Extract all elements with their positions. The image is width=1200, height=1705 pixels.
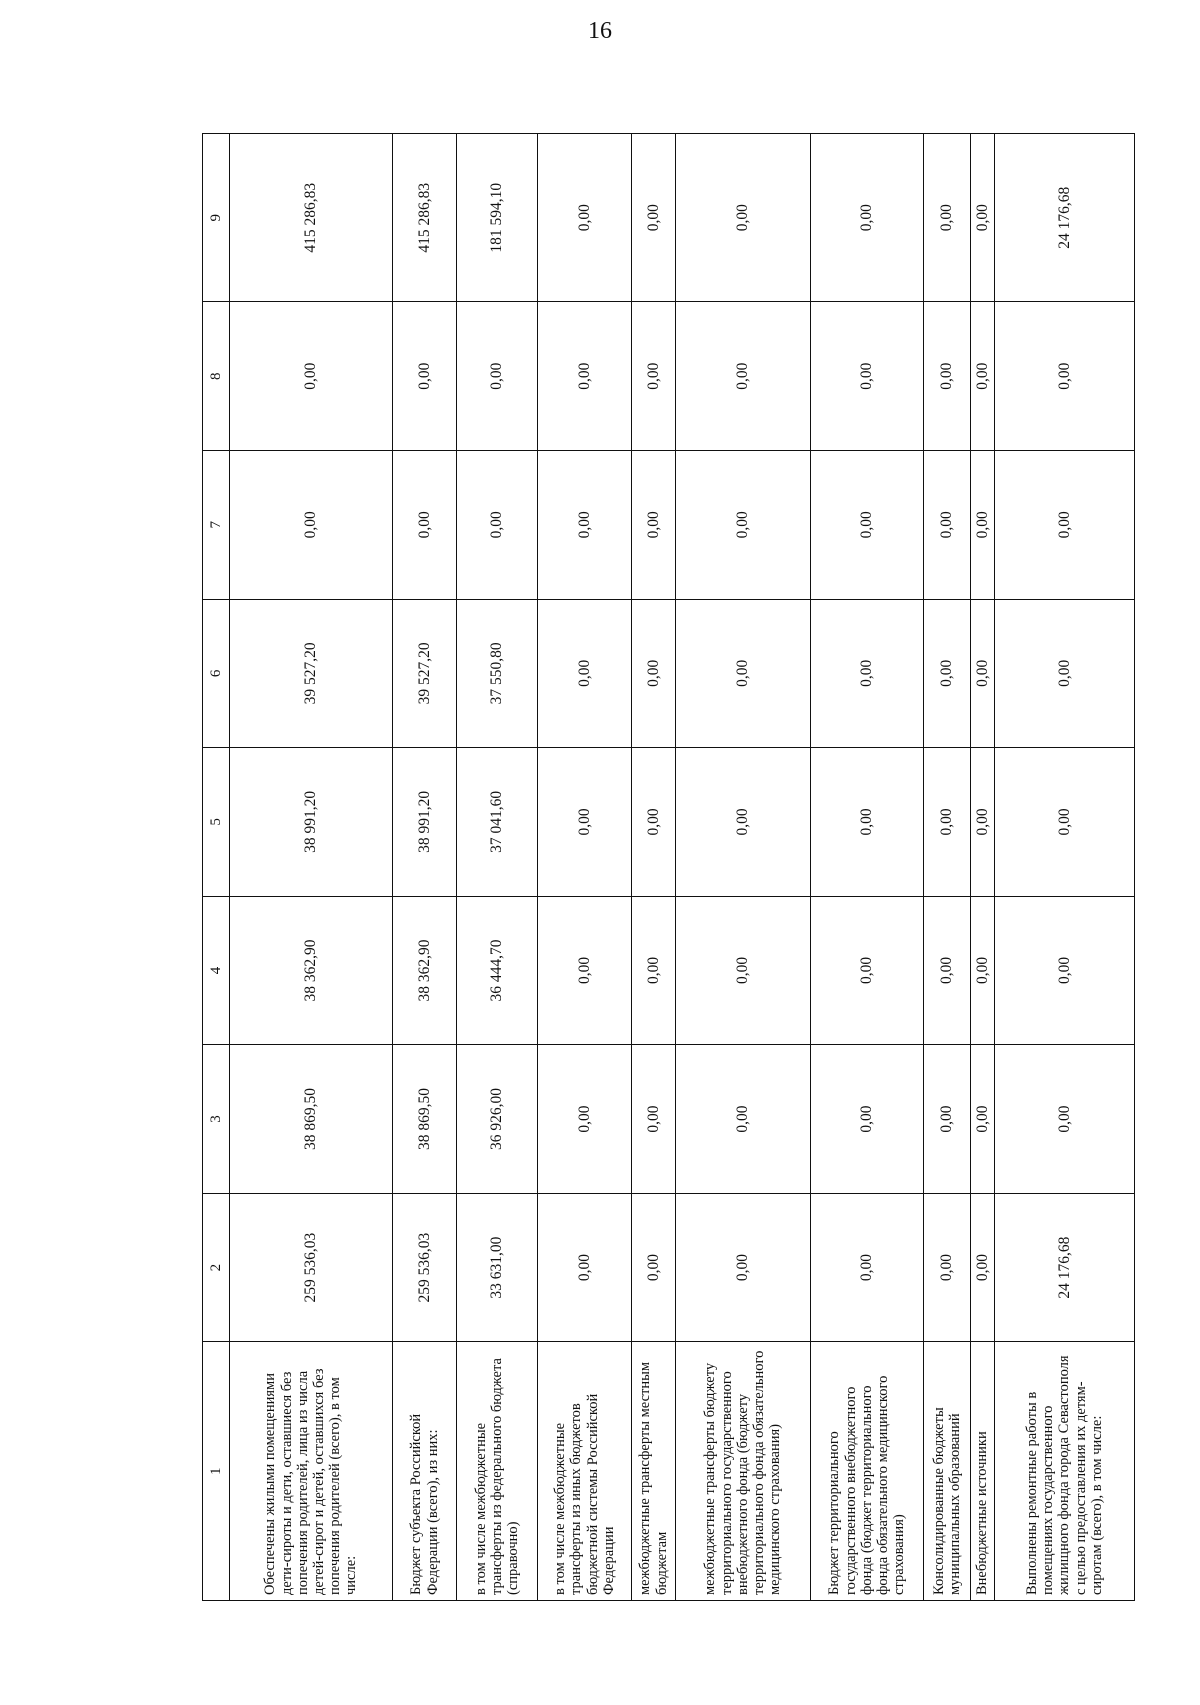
table-cell: 0,00 <box>676 134 811 302</box>
table-cell: 33 631,00 <box>457 1193 538 1342</box>
header-cell: 3 <box>203 1045 230 1194</box>
table-cell: 0,00 <box>924 302 971 451</box>
table-cell: 0,00 <box>676 451 811 600</box>
table-cell: 36 444,70 <box>457 896 538 1045</box>
header-cell: 7 <box>203 451 230 600</box>
table-cell: 0,00 <box>632 451 676 600</box>
page-number: 16 <box>588 18 612 44</box>
table-cell: 0,00 <box>971 302 995 451</box>
row-label: Консолидированные бюджеты муниципальных образований <box>924 1342 971 1601</box>
table-cell: 0,00 <box>924 599 971 748</box>
table-cell: 0,00 <box>924 748 971 897</box>
table-cell: 0,00 <box>971 896 995 1045</box>
table-cell: 39 527,20 <box>393 599 457 748</box>
table-cell: 0,00 <box>632 599 676 748</box>
table-cell: 0,00 <box>811 599 924 748</box>
table-cell: 0,00 <box>676 1045 811 1194</box>
header-cell: 1 <box>203 1342 230 1601</box>
table-cell: 0,00 <box>538 599 632 748</box>
table-cell: 181 594,10 <box>457 134 538 302</box>
table-cell: 37 041,60 <box>457 748 538 897</box>
table-cell: 37 550,80 <box>457 599 538 748</box>
header-cell: 6 <box>203 599 230 748</box>
table-cell: 0,00 <box>924 451 971 600</box>
row-label: Бюджет территориального государственного внебюджетного фонда (бюджет территориального фонда обязательного медицинского страхования) <box>811 1342 924 1601</box>
rotated-table-container <box>202 133 1105 1601</box>
table-row <box>457 134 538 1601</box>
table-cell: 0,00 <box>811 896 924 1045</box>
row-label: в том числе межбюджетные трансферты из федерального бюджета (справочно) <box>457 1342 538 1601</box>
table-cell: 0,00 <box>995 599 1135 748</box>
table-cell: 0,00 <box>676 748 811 897</box>
header-row <box>203 134 230 1601</box>
table-cell: 0,00 <box>811 748 924 897</box>
table-cell: 0,00 <box>676 302 811 451</box>
table-cell: 0,00 <box>971 748 995 897</box>
table-cell: 0,00 <box>995 1045 1135 1194</box>
table-cell: 0,00 <box>924 896 971 1045</box>
header-cell: 2 <box>203 1193 230 1342</box>
row-label: межбюджетные трансферты местным бюджетам <box>632 1342 676 1601</box>
table-cell: 38 362,90 <box>230 896 393 1045</box>
table-cell: 0,00 <box>676 599 811 748</box>
table-cell: 0,00 <box>924 1045 971 1194</box>
table-cell: 39 527,20 <box>230 599 393 748</box>
table-cell: 0,00 <box>457 451 538 600</box>
row-label: Выполнены ремонтные работы в помещениях государственного жилищного фонда города Севастополя с целью предоставления их детям-сиротам (всего), в том числе: <box>995 1342 1135 1601</box>
table-cell: 38 991,20 <box>230 748 393 897</box>
table-row <box>995 134 1135 1601</box>
header-cell: 9 <box>203 134 230 302</box>
table-cell: 0,00 <box>538 1193 632 1342</box>
table-cell: 0,00 <box>811 134 924 302</box>
header-cell: 5 <box>203 748 230 897</box>
row-label: межбюджетные трансферты бюджету территориального государственного внебюджетного фонда (бюджету территориального фонда обязательного медицинского страхования) <box>676 1342 811 1601</box>
table-cell: 0,00 <box>632 896 676 1045</box>
table-row <box>632 134 676 1601</box>
table-cell: 0,00 <box>632 302 676 451</box>
table-cell: 0,00 <box>393 451 457 600</box>
table-cell: 259 536,03 <box>393 1193 457 1342</box>
table-cell: 0,00 <box>538 451 632 600</box>
table-cell: 0,00 <box>924 1193 971 1342</box>
table-cell: 38 869,50 <box>393 1045 457 1194</box>
row-label: Бюджет субъекта Российской Федерации (всего), из них: <box>393 1342 457 1601</box>
table-row <box>538 134 632 1601</box>
table-cell: 38 869,50 <box>230 1045 393 1194</box>
table-cell: 0,00 <box>811 1193 924 1342</box>
table-row <box>676 134 811 1601</box>
table-cell: 259 536,03 <box>230 1193 393 1342</box>
table-cell: 0,00 <box>676 1193 811 1342</box>
table-cell: 0,00 <box>995 748 1135 897</box>
table-row <box>924 134 971 1601</box>
table-cell: 0,00 <box>230 451 393 600</box>
table-cell: 38 991,20 <box>393 748 457 897</box>
table-cell: 0,00 <box>632 1193 676 1342</box>
table-cell: 38 362,90 <box>393 896 457 1045</box>
table-cell: 0,00 <box>811 1045 924 1194</box>
table-cell: 24 176,68 <box>995 1193 1135 1342</box>
table-cell: 0,00 <box>811 451 924 600</box>
table-cell: 0,00 <box>393 302 457 451</box>
table-cell: 0,00 <box>632 134 676 302</box>
table-cell: 0,00 <box>995 451 1135 600</box>
table-cell: 0,00 <box>538 1045 632 1194</box>
table-cell: 0,00 <box>230 302 393 451</box>
table-cell: 24 176,68 <box>995 134 1135 302</box>
row-label: в том числе межбюджетные трансферты из иных бюджетов бюджетной системы Российской Федерации <box>538 1342 632 1601</box>
table-cell: 0,00 <box>971 134 995 302</box>
table-cell: 0,00 <box>632 748 676 897</box>
table-cell: 415 286,83 <box>230 134 393 302</box>
header-cell: 8 <box>203 302 230 451</box>
header-cell: 4 <box>203 896 230 1045</box>
table-cell: 0,00 <box>971 451 995 600</box>
table-cell: 0,00 <box>538 302 632 451</box>
table-cell: 0,00 <box>538 134 632 302</box>
table-cell: 0,00 <box>995 302 1135 451</box>
table-cell: 0,00 <box>971 1045 995 1194</box>
table-cell: 36 926,00 <box>457 1045 538 1194</box>
table-cell: 0,00 <box>538 896 632 1045</box>
table-cell: 0,00 <box>538 748 632 897</box>
row-label: Обеспечены жилыми помещениями дети-сироты и дети, оставшиеся без попечения родителей, лица из числа детей-сирот и детей, оставшихся без попечения родителей (всего), в том числе: <box>230 1342 393 1601</box>
table-cell: 0,00 <box>811 302 924 451</box>
table-row <box>230 134 393 1601</box>
table-cell: 0,00 <box>924 134 971 302</box>
table-cell: 0,00 <box>995 896 1135 1045</box>
table-cell: 0,00 <box>632 1045 676 1194</box>
table-cell: 0,00 <box>457 302 538 451</box>
table-row <box>393 134 457 1601</box>
table-cell: 415 286,83 <box>393 134 457 302</box>
row-label: Внебюджетные источники <box>971 1342 995 1601</box>
table-cell: 0,00 <box>971 599 995 748</box>
budget-table <box>202 133 1135 1601</box>
table-cell: 0,00 <box>971 1193 995 1342</box>
table-row <box>811 134 924 1601</box>
table-row <box>971 134 995 1601</box>
table-cell: 0,00 <box>676 896 811 1045</box>
